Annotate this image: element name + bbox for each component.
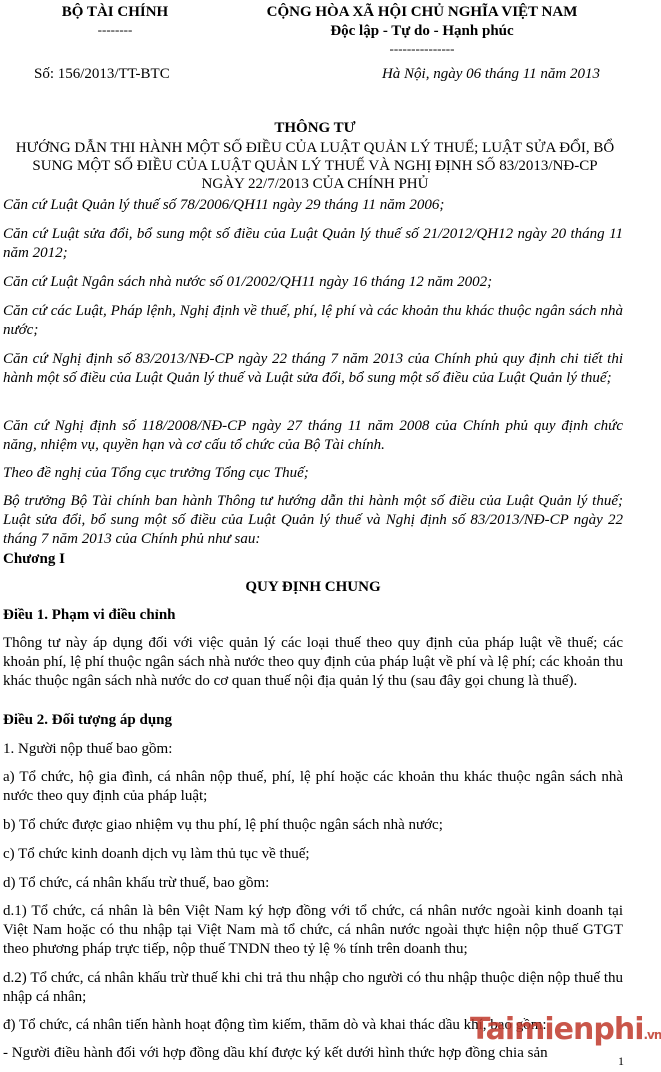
issuer-block xyxy=(20,3,210,38)
document-number: Số: 156/2013/TT-BTC xyxy=(34,66,170,82)
ministry-divider: -------- xyxy=(97,22,133,37)
article-2-item: - Người điều hành đối với hợp đồng dầu khí được ký kết dưới hình thức hợp đồng chia sản xyxy=(3,1045,548,1061)
watermark-suffix: .vn xyxy=(643,1028,661,1042)
document-title: THÔNG TƯ xyxy=(274,120,356,136)
article-2-item: 1. Người nộp thuế bao gồm: xyxy=(3,741,173,757)
preamble-line: Căn cứ Nghị định số 118/2008/NĐ-CP ngày 27 tháng 11 năm 2008 của Chính phủ quy định chức năng, nhiệm vụ, quyền hạn và cơ cấu tổ chức của Bộ Tài chính. xyxy=(3,418,623,453)
motto: Độc lập - Tự do - Hạnh phúc xyxy=(330,23,514,39)
place-date: Hà Nội, ngày 06 tháng 11 năm 2013 xyxy=(381,66,600,82)
preamble-line: Bộ trưởng Bộ Tài chính ban hành Thông tư hướng dẫn thi hành một số điều của Luật Quản lý thuế; Luật sửa đổi, bổ sung một số điều của Luật Quản lý thuế và Nghị định số 83/2013/NĐ-CP ngày 22 tháng 7 năm 2013 của Chính phủ như sau: xyxy=(3,493,623,547)
preamble-line: Căn cứ Luật Ngân sách nhà nước số 01/2002/QH11 ngày 16 tháng 12 năm 2002; xyxy=(3,274,493,290)
article-1-text: Thông tư này áp dụng đối với việc quản lý các loại thuế theo quy định của pháp luật về thuế; các khoản phí, lệ phí thuộc ngân sách nhà nước theo quy định của pháp luật về phí và lệ phí; các khoản thu khác thuộc ngân sách nhà nước do cơ quan thuế nội địa quản lý thu (sau đây gọi chung là thuế). xyxy=(3,635,623,689)
article-2-item: d.2) Tổ chức, cá nhân khấu trừ thuế khi chi trả thu nhập cho người có thu nhập thuộc diện nộp thuế thu nhập cá nhân; xyxy=(3,970,623,1005)
page-number: 1 xyxy=(618,1054,624,1068)
national-heading xyxy=(222,3,622,57)
preamble-line: Căn cứ các Luật, Pháp lệnh, Nghị định về thuế, phí, lệ phí và các khoản thu khác thuộc ngân sách nhà nước; xyxy=(3,303,623,338)
article-2-item: b) Tổ chức được giao nhiệm vụ thu phí, lệ phí thuộc ngân sách nhà nước; xyxy=(3,817,443,833)
document-subtitle: HƯỚNG DẪN THI HÀNH MỘT SỐ ĐIỀU CỦA LUẬT QUẢN LÝ THUẾ; LUẬT SỬA ĐỔI, BỔ SUNG MỘT SỐ ĐIỀU CỦA LUẬT QUẢN LÝ THUẾ VÀ NGHỊ ĐỊNH SỐ 83/2013/NĐ-CP NGÀY 22/7/2013 CỦA CHÍNH PHỦ xyxy=(15,140,615,192)
chapter-title: QUY ĐỊNH CHUNG xyxy=(245,579,381,595)
article-2-heading: Điều 2. Đối tượng áp dụng xyxy=(3,712,173,728)
article-2-item: c) Tổ chức kinh doanh dịch vụ làm thủ tục về thuế; xyxy=(3,846,310,862)
article-2-item: đ) Tổ chức, cá nhân tiến hành hoạt động tìm kiếm, thăm dò và khai thác dầu khí, bao gồm: xyxy=(3,1017,547,1033)
preamble-line: Theo đề nghị của Tổng cục trưởng Tổng cục Thuế; xyxy=(3,465,309,481)
article-2-item: d) Tổ chức, cá nhân khấu trừ thuế, bao gồm: xyxy=(3,875,270,891)
motto-divider: --------------- xyxy=(389,41,455,56)
article-1-heading: Điều 1. Phạm vi điều chỉnh xyxy=(3,607,176,623)
preamble-line: Căn cứ Luật sửa đổi, bổ sung một số điều của Luật Quản lý thuế số 21/2012/QH12 ngày 20 tháng 11 năm 2012; xyxy=(3,226,623,261)
preamble-line: Căn cứ Luật Quản lý thuế số 78/2006/QH11 ngày 29 tháng 11 năm 2006; xyxy=(3,197,445,213)
watermark-text: Taimienphi xyxy=(470,1012,644,1047)
ministry-name: BỘ TÀI CHÍNH xyxy=(61,4,169,20)
site-watermark xyxy=(470,1012,661,1047)
article-2-item: a) Tổ chức, hộ gia đình, cá nhân nộp thuế, phí, lệ phí hoặc các khoản thu khác thuộc ngân sách nhà nước theo quy định của pháp luật; xyxy=(3,769,623,804)
chapter-label: Chương I xyxy=(3,551,65,567)
country-name: CỘNG HÒA XÃ HỘI CHỦ NGHĨA VIỆT NAM xyxy=(266,4,578,20)
article-2-item: d.1) Tổ chức, cá nhân là bên Việt Nam ký hợp đồng với tổ chức, cá nhân nước ngoài kinh doanh tại Việt Nam hoặc có thu nhập tại Việt Nam mà tổ chức, cá nhân nước ngoài thực hiện nộp thuế GTGT theo phương pháp trực tiếp, nộp thuế TNDN theo tỷ lệ % tính trên doanh thu; xyxy=(3,903,623,957)
preamble-line: Căn cứ Nghị định số 83/2013/NĐ-CP ngày 22 tháng 7 năm 2013 của Chính phủ quy định chi tiết thi hành một số điều của Luật Quản lý thuế và Luật sửa đổi, bổ sung một số điều của Luật Quản lý thuế; xyxy=(3,351,623,386)
